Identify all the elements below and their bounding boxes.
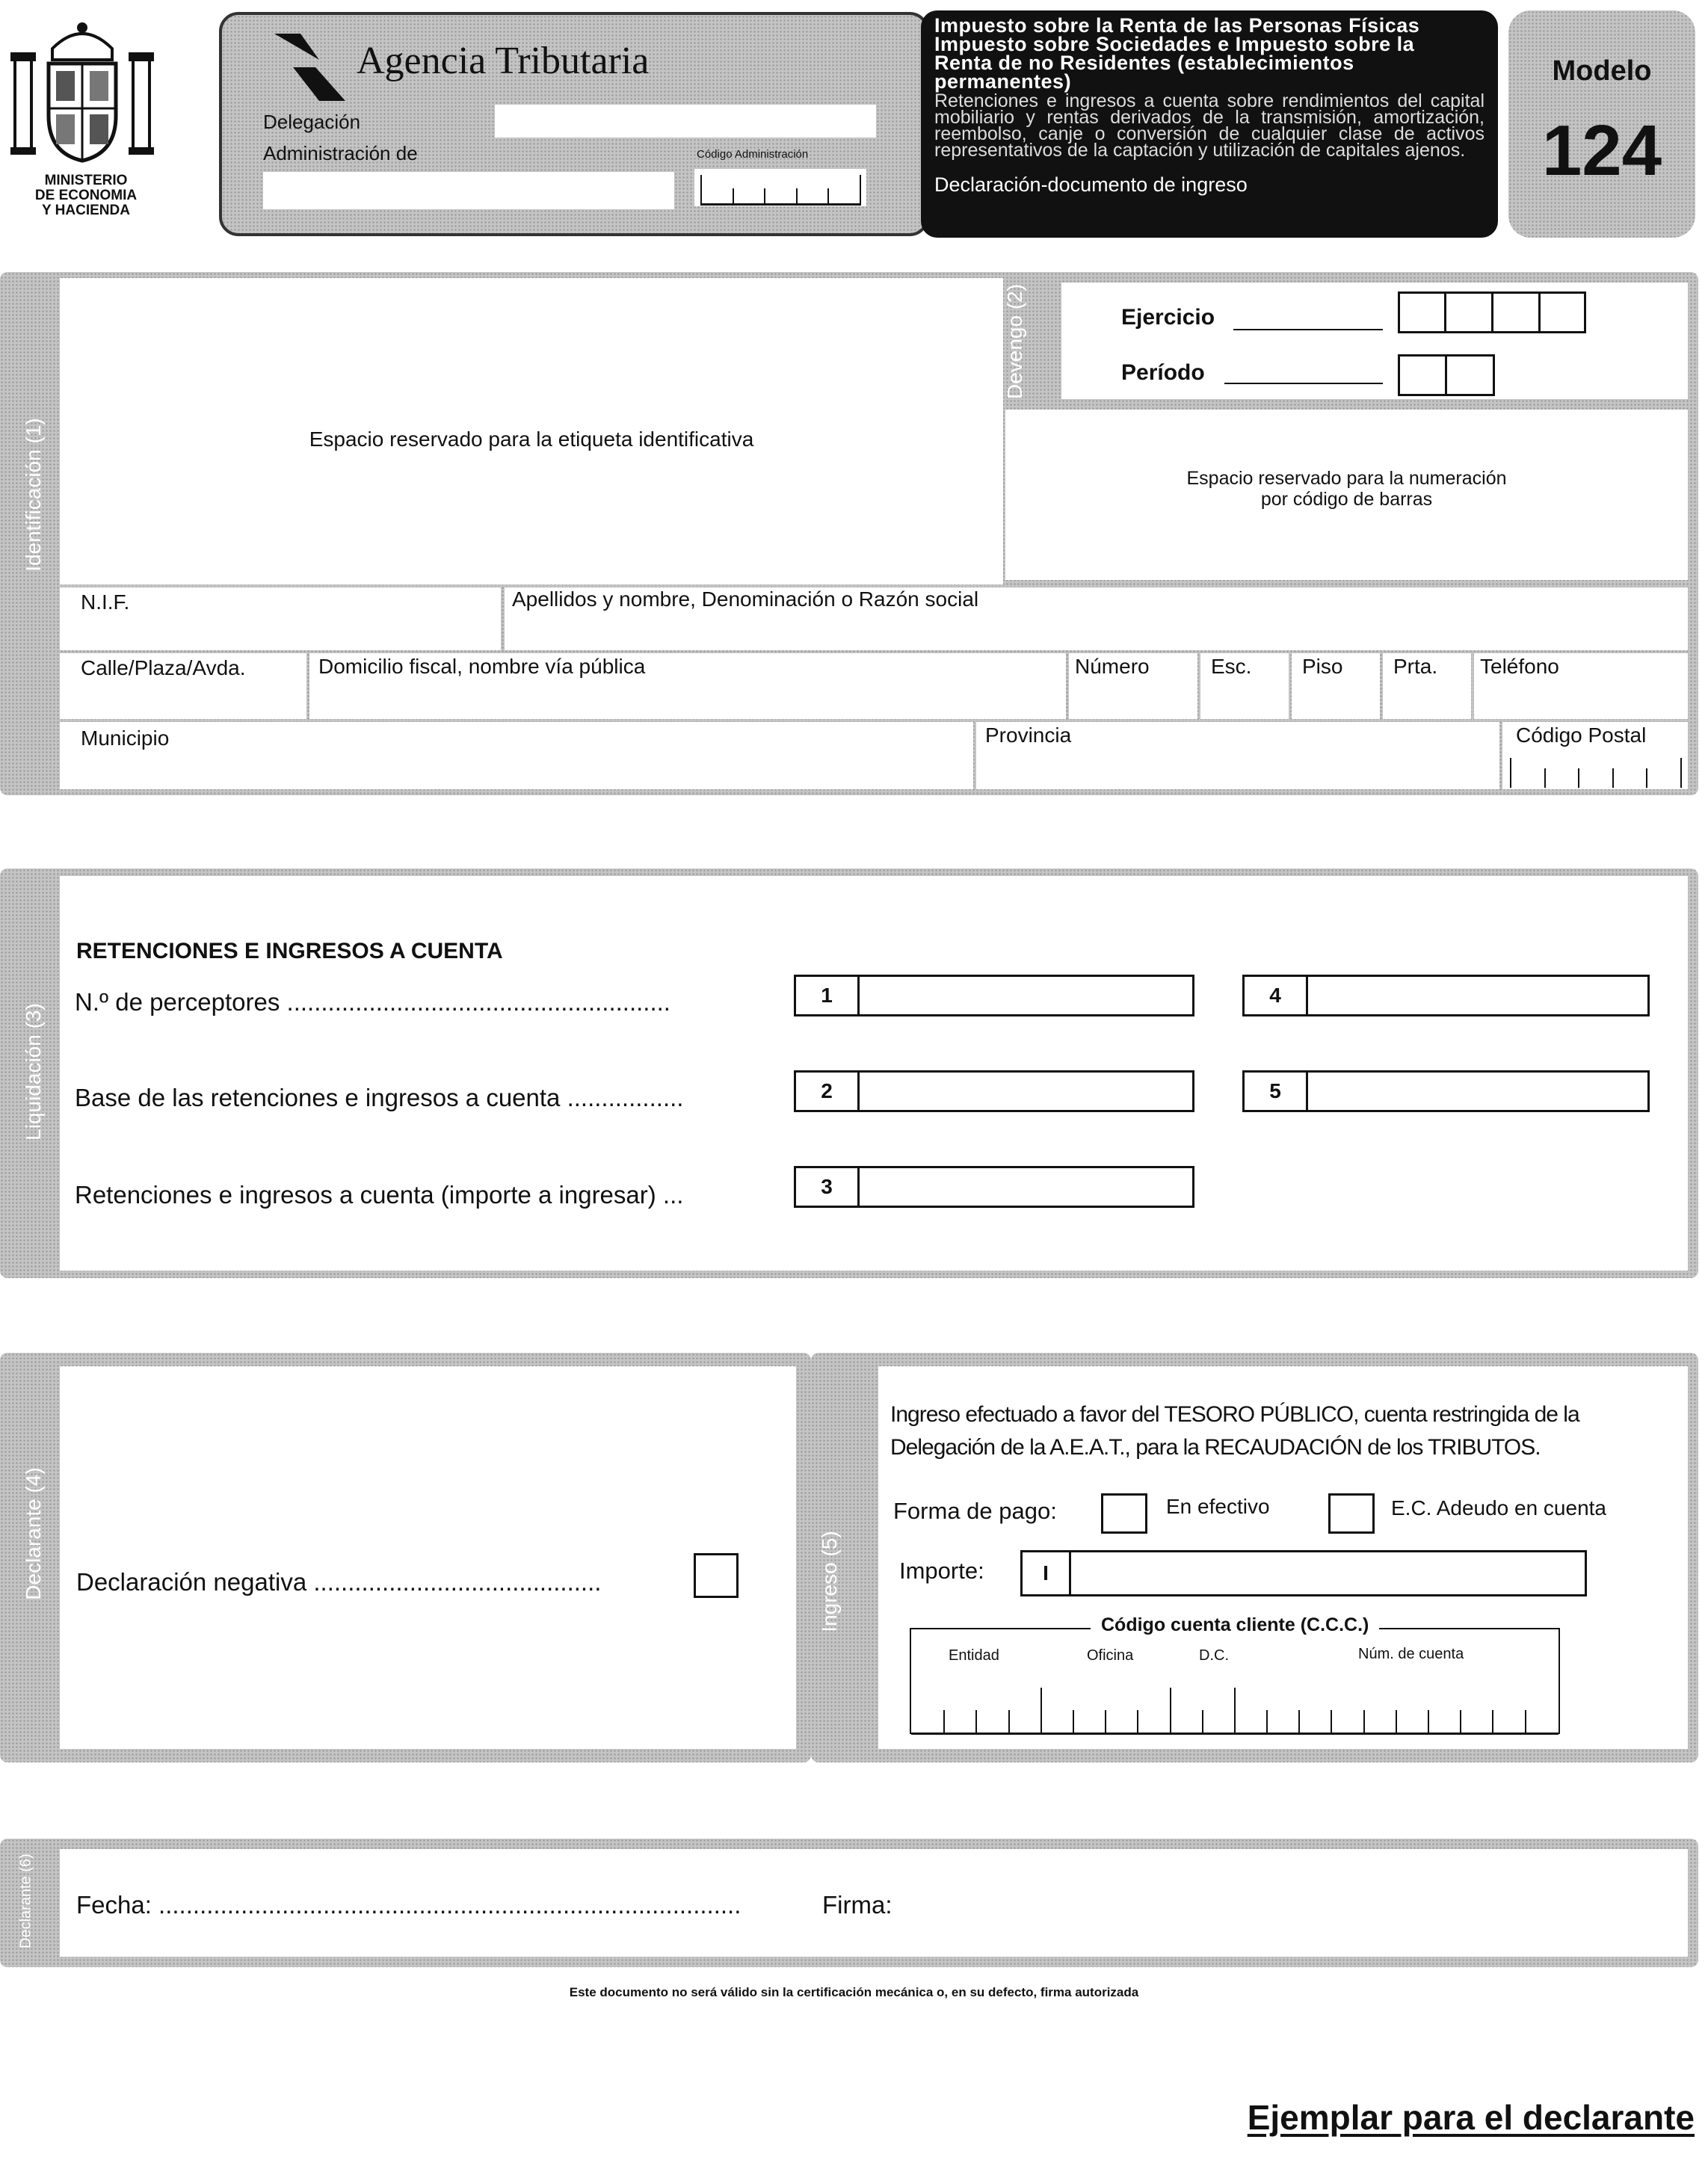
retenciones-importe-label: Retenciones e ingresos a cuenta (importe a ingresar) ... <box>75 1181 684 1209</box>
firma-side-label: Declarante (6) <box>17 1854 34 1949</box>
nombre-label: Apellidos y nombre, Denominación o Razón social <box>512 587 979 611</box>
ccc-frame <box>910 1614 1560 1734</box>
tax-title-line-2: Impuesto sobre Sociedades e Impuesto sobre la <box>934 33 1415 55</box>
label-space-area <box>60 278 1003 584</box>
piso-field[interactable] <box>1292 653 1380 719</box>
importe-field[interactable] <box>1020 1550 1587 1596</box>
modelo-panel <box>1508 10 1695 238</box>
municipio-field[interactable] <box>60 722 973 789</box>
codigo-postal-label: Código Postal <box>1516 723 1647 747</box>
telefono-field[interactable] <box>1474 653 1688 719</box>
ingreso-panel <box>878 1366 1688 1749</box>
firma-label: Firma: <box>822 1891 892 1919</box>
administracion-label: Administración de <box>263 142 418 164</box>
delegacion-field[interactable] <box>495 105 876 138</box>
declarante-side-label: Declarante (4) <box>22 1467 45 1600</box>
domicilio-field[interactable] <box>309 653 1066 719</box>
cuenta-label: Núm. de cuenta <box>1358 1646 1464 1662</box>
periodo-label: Período <box>1121 360 1205 385</box>
domicilio-label: Domicilio fiscal, nombre vía pública <box>318 655 646 678</box>
box-4-field[interactable] <box>1242 975 1650 1016</box>
barcode-space-line-2: por código de barras <box>1260 489 1433 510</box>
devengo-box <box>1061 283 1688 399</box>
tax-description: Retenciones e ingresos a cuenta sobre rendimientos del capital mobiliario y rentas derivados de la transmisión, amortización, reembolso, canje o conversión de cualquier clase de activos representativos de la captación y utilización de capitales ajenos. <box>934 90 1485 161</box>
barcode-space-line-1: Espacio reservado para la numeración <box>1186 468 1507 489</box>
piso-label: Piso <box>1302 655 1343 678</box>
provincia-label: Provincia <box>985 723 1072 747</box>
label-space-text: Espacio reservado para la etiqueta identificativa <box>309 428 754 451</box>
prta-field[interactable] <box>1383 653 1471 719</box>
numero-label: Número <box>1075 655 1150 678</box>
box-1-field[interactable] <box>794 975 1194 1016</box>
ccc-label: Código cuenta cliente (C.C.C.) <box>1091 1614 1379 1636</box>
box-2-field[interactable] <box>794 1070 1194 1112</box>
declaracion-negativa-checkbox[interactable] <box>694 1553 739 1598</box>
oficina-label: Oficina <box>1087 1647 1134 1664</box>
copy-label: Ejemplar para el declarante <box>1247 2098 1695 2137</box>
importe-label: Importe: <box>899 1558 984 1584</box>
fecha-label: Fecha: ..................................................................................... <box>76 1891 742 1919</box>
box-5-field[interactable] <box>1242 1070 1650 1112</box>
validity-note: Este documento no será válido sin la certificación mecánica o, en su defecto, firma autorizada <box>569 1985 1139 1999</box>
codigo-administracion-ticks <box>700 172 861 206</box>
box-4-number: 4 <box>1245 977 1308 1014</box>
provincia-field[interactable] <box>976 722 1499 789</box>
prta-label: Prta. <box>1393 655 1438 678</box>
numero-field[interactable] <box>1069 653 1197 719</box>
liquidacion-heading: RETENCIONES E INGRESOS A CUENTA <box>76 939 503 963</box>
document-type: Declaración-documento de ingreso <box>934 173 1248 196</box>
firma-panel <box>60 1849 1688 1957</box>
tax-title-line-1: Impuesto sobre la Renta de las Personas Físicas <box>934 14 1420 37</box>
devengo-side-label: Devengo (2) <box>1003 283 1026 399</box>
modelo-number: 124 <box>1541 111 1662 191</box>
adeudo-checkbox[interactable] <box>1328 1493 1375 1534</box>
tax-title-panel <box>921 10 1498 238</box>
firma-area[interactable] <box>912 1857 1674 1949</box>
box-1-number: 1 <box>796 977 860 1014</box>
efectivo-checkbox[interactable] <box>1101 1493 1147 1534</box>
adeudo-label: E.C. Adeudo en cuenta <box>1391 1496 1606 1519</box>
nif-label: N.I.F. <box>81 590 130 614</box>
ingreso-text-line-2: Delegación de la A.E.A.T., para la RECAUDACIÓN de los TRIBUTOS. <box>890 1435 1541 1460</box>
dc-label: D.C. <box>1199 1647 1229 1664</box>
codigo-postal-field[interactable] <box>1502 722 1688 789</box>
tax-title-line-3: Renta de no Residentes (establecimientos <box>934 52 1354 74</box>
coat-of-arms-logo <box>7 19 157 168</box>
nombre-field[interactable] <box>505 587 1688 650</box>
declaracion-negativa-label: Declaración negativa .......................................... <box>76 1568 602 1596</box>
tax-title <box>934 16 1485 91</box>
identificacion-side-label: Identificación (1) <box>22 418 45 572</box>
delegacion-label: Delegación <box>263 111 361 133</box>
box-3-field[interactable] <box>794 1166 1194 1208</box>
importe-box-letter: I <box>1023 1552 1071 1594</box>
telefono-label: Teléfono <box>1480 655 1559 678</box>
box-2-number: 2 <box>796 1073 860 1110</box>
codigo-postal-ticks <box>1510 755 1682 788</box>
ejercicio-label: Ejercicio <box>1121 305 1215 330</box>
agency-logo-icon <box>274 34 357 101</box>
esc-label: Esc. <box>1211 655 1252 678</box>
tax-title-line-4: permanentes) <box>934 70 1072 93</box>
box-5-number: 5 <box>1245 1073 1308 1110</box>
ministry-line-2: DE ECONOMIA <box>34 188 138 203</box>
liquidacion-panel <box>60 876 1688 1271</box>
box-3-number: 3 <box>796 1168 860 1206</box>
barcode-space <box>1005 410 1688 580</box>
ccc-digit-ticks <box>911 1679 1559 1735</box>
calle-label: Calle/Plaza/Avda. <box>81 656 246 679</box>
modelo-label: Modelo <box>1552 55 1652 87</box>
ingreso-side-label: Ingreso (5) <box>818 1531 841 1632</box>
nif-field[interactable] <box>60 587 501 650</box>
efectivo-label: En efectivo <box>1166 1495 1270 1518</box>
base-retenciones-label: Base de las retenciones e ingresos a cuenta ................. <box>75 1084 684 1111</box>
municipio-label: Municipio <box>81 726 170 750</box>
ministry-line-3: Y HACIENDA <box>42 203 130 218</box>
codigo-administracion-label: Código Administración <box>697 148 809 161</box>
calle-field[interactable] <box>60 653 306 719</box>
forma-pago-label: Forma de pago: <box>893 1498 1057 1524</box>
administracion-field[interactable] <box>263 172 674 209</box>
ministry-line-1: MINISTERIO <box>44 173 128 188</box>
declarante-panel <box>60 1366 796 1749</box>
agency-panel <box>219 12 929 236</box>
esc-field[interactable] <box>1200 653 1289 719</box>
ministry-name <box>15 173 157 218</box>
agency-name: Agencia Tributaria <box>357 40 650 82</box>
ingreso-text-line-1: Ingreso efectuado a favor del TESORO PÚBLICO, cuenta restringida de la <box>890 1402 1579 1427</box>
liquidacion-side-label: Liquidación (3) <box>22 1003 45 1141</box>
perceptores-label: N.º de perceptores ........................................................ <box>75 988 670 1016</box>
entidad-label: Entidad <box>949 1647 999 1664</box>
